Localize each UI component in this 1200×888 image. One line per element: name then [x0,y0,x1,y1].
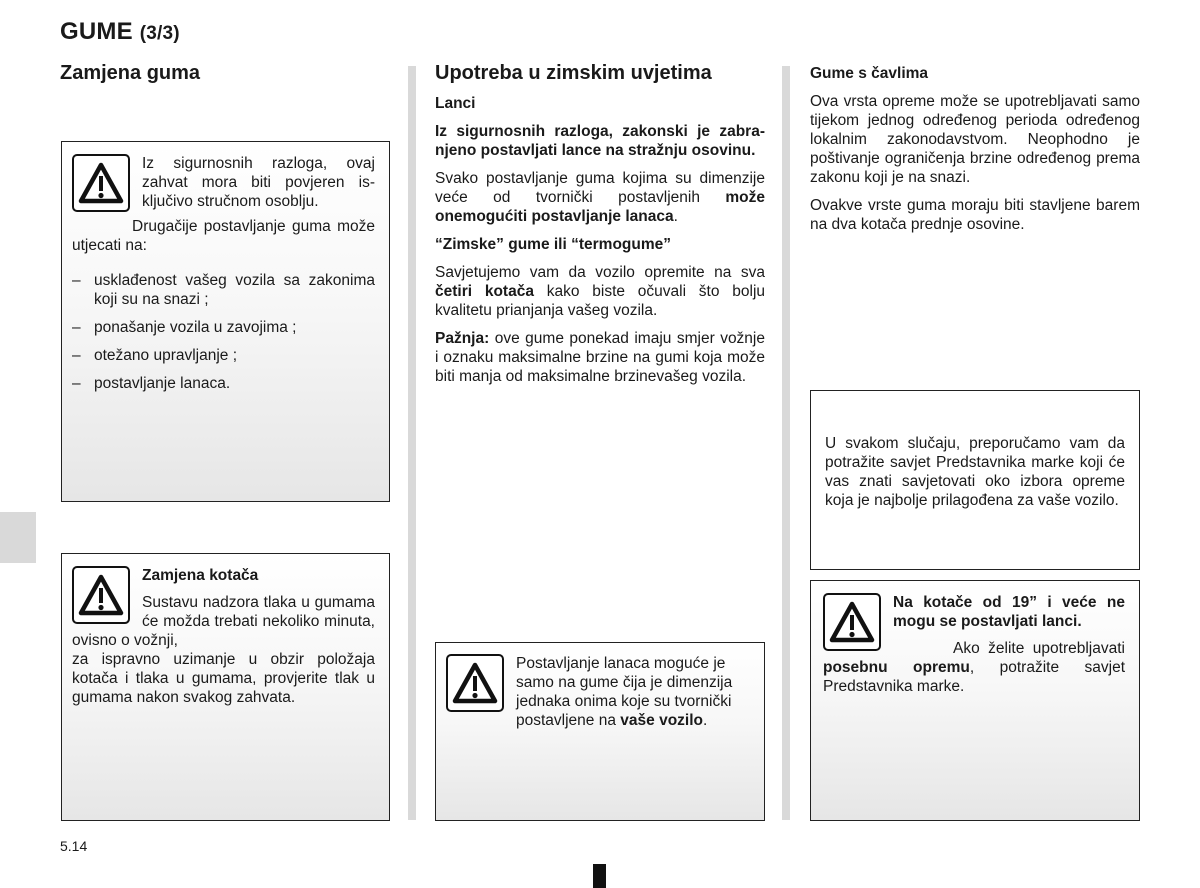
warning-body-1: Sustavu nadzora tlaka u gumama će možda trebati nekoliko minuta, ovisno o vožnji, [72,594,375,649]
warning-box-19-inch [810,580,1140,821]
list-item: – usklađenost vašeg vozila sa zakonima koji su na snazi ; [72,271,375,309]
warning-box-chains [435,642,765,821]
studded-tyres-text [810,64,1140,243]
subheading-chains: Lanci [435,95,476,112]
winter-text [435,94,765,395]
page-title-text: GUME [60,18,133,45]
subheading-studded-tyres: Gume s čavlima [810,65,929,82]
studded-paragraph-2: Ovakve vrste guma moraju biti stavljene barem na dva kotača prednje osovine. [810,197,1140,233]
column-divider-right [782,66,790,820]
list-item: – ponašanje vozila u zavojima ; [72,318,375,337]
warning-title: Na kotače od 19” i veće ne mogu se postavljati lanci. [893,594,1125,630]
chains-warning-text: Postavljanje lanaca moguće je samo na gume čija je dimenzija jednaka onima koje su tvornički postavljene na vaše vozilo. [516,655,733,729]
advice-text: U svakom slučaju, preporučamo vam da potražite savjet Predstavnika marke koji će vas znati savjetovati oko izbora opreme koja je najbolje prilagođena za vaše vozilo. [825,435,1125,509]
advice-box [810,390,1140,570]
warning-triangle-icon [72,566,130,624]
warning-triangle-icon [72,154,130,212]
attention-paragraph: Pažnja: ove gume ponekad imaju smjer vožnje i oznaku maksimalne brzine na gumi koja može biti manja od maksimalne brzinevašeg vozila. [435,330,765,385]
studded-paragraph-1: Ova vrsta opreme može se upotrebljavati samo tijekom jednog određenog perioda određenog lokalnim zakonodavstvom. Neophodno je poštivanje ograničenja brzine određenog prema zakonu koji je na snazi. [810,93,1140,186]
column-divider-left [408,66,416,820]
warning-box-wheel-change [61,553,390,821]
warning-lead: Drugačije postavljanje guma može utjecati na: [72,218,375,254]
effects-list [72,271,375,393]
warning-triangle-icon [446,654,504,712]
list-item: – postavljanje lanaca. [72,374,375,393]
page-marker [593,864,606,888]
warning-intro: Iz sigurnosnih razloga, ovaj zahvat mora biti povjeren isključivo stručnom osoblju. [142,155,375,210]
page-title [60,18,180,46]
warning-box-safety [61,141,390,502]
chains-paragraph: Svako postavljanje guma kojima su dimenzije veće od tvornički postavljenih može onemogućiti postavljanje lanaca. [435,170,765,225]
warning-triangle-icon [823,593,881,651]
warning-body-2: za ispravno uzimanje u obzir položaja kotača i tlaka u gumama, provjerite tlak u gumama nakon svakog zahvata. [72,651,375,706]
list-item: – otežano upravljanje ; [72,346,375,365]
warning-body: Ako želite upotrebljavati posebnu opremu, potražite savjet Predstavnika marke. [823,640,1126,695]
section-heading-tyre-change: Zamjena guma [60,62,201,84]
section-heading-winter: Upotreba u zimskim uvjetima [435,62,712,84]
winter-tyres-paragraph: Savjetujemo vam da vozilo opremite na sva četiri kotača kako biste očuvali što bolju kvalitetu prianjanja vašeg vozila. [435,264,766,319]
page-title-suffix: (3/3) [139,23,180,44]
page-number: 5.14 [60,838,88,854]
chapter-tab [0,512,36,563]
subheading-winter-tyres: “Zimske” gume ili “termogume” [435,236,671,253]
chains-legal-notice: Iz sigurnosnih razloga, zakonski je zabranjeno postavljati lance na stražnju osovinu. [435,123,765,159]
warning-title: Zamjena kotača [142,567,259,584]
